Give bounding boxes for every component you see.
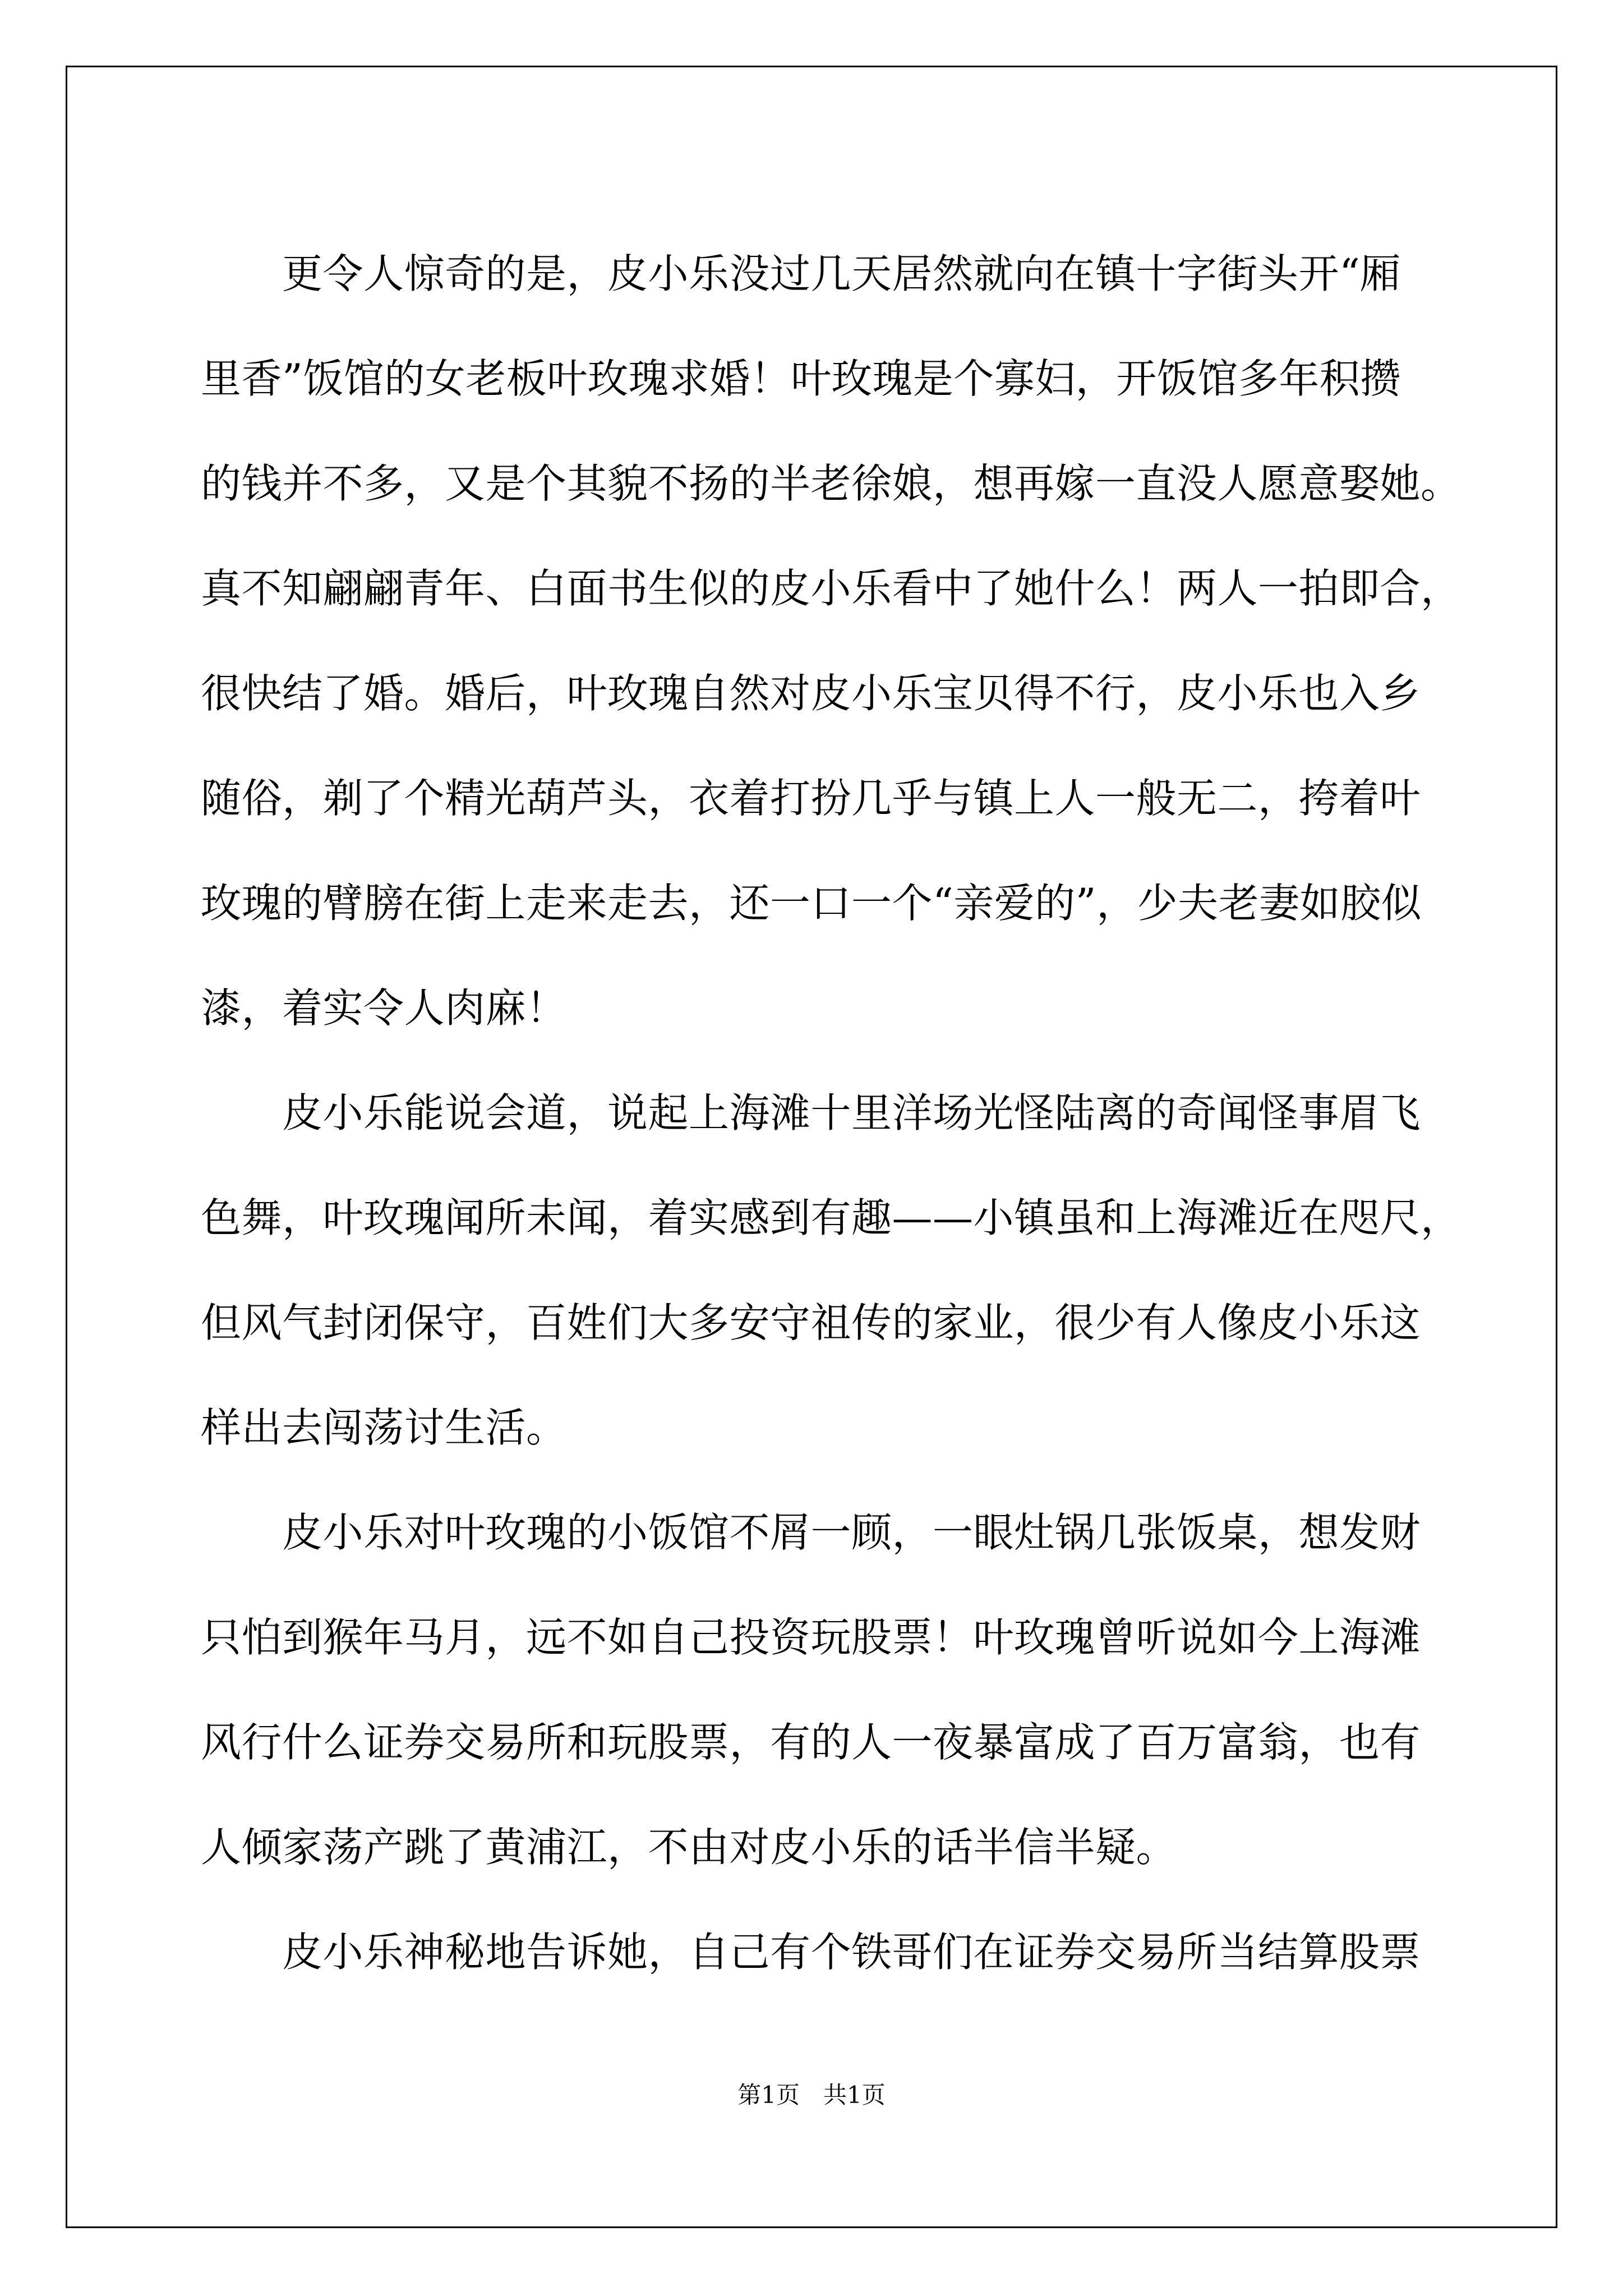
paragraph bbox=[201, 1480, 1449, 1900]
text-line: 只怕到猴年马月，远不如自己投资玩股票！叶玫瑰曾听说如今上海滩 bbox=[201, 1614, 1421, 1661]
document-body bbox=[201, 222, 1461, 2005]
text-line: 的钱并不多，又是个其貌不扬的半老徐娘，想再嫁一直没人愿意娶她。 bbox=[201, 460, 1461, 507]
text-line: 人倾家荡产跳了黄浦江，不由对皮小乐的话半信半疑。 bbox=[201, 1824, 1177, 1871]
text-line: 更令人惊奇的是，皮小乐没过几天居然就向在镇十字街头开“厢 bbox=[201, 250, 1401, 297]
paragraph bbox=[201, 1900, 1449, 2005]
paragraph bbox=[201, 222, 1461, 1061]
text-line: 漆，着实令人肉麻！ bbox=[201, 984, 567, 1032]
text-line: 随俗，剃了个精光葫芦头，衣着打扮几乎与镇上人一般无二，挎着叶 bbox=[201, 775, 1421, 822]
text-line: 但风气封闭保守，百姓们大多安守祖传的家业，很少有人像皮小乐这 bbox=[201, 1299, 1421, 1346]
paragraph bbox=[201, 1061, 1461, 1480]
text-line: 里香”饭馆的女老板叶玫瑰求婚！叶玫瑰是个寡妇，开饭馆多年积攒 bbox=[201, 355, 1401, 402]
text-line: 皮小乐对叶玫瑰的小饭馆不屑一顾，一眼灶锅几张饭桌，想发财 bbox=[201, 1509, 1421, 1556]
text-line: 皮小乐能说会道，说起上海滩十里洋场光怪陆离的奇闻怪事眉飞 bbox=[201, 1089, 1421, 1137]
text-line: 色舞，叶玫瑰闻所未闻，着实感到有趣——小镇虽和上海滩近在咫尺， bbox=[201, 1194, 1461, 1241]
text-line: 玫瑰的臂膀在街上走来走去，还一口一个“亲爱的”，少夫老妻如胶似 bbox=[201, 880, 1422, 927]
text-line: 很快结了婚。婚后，叶玫瑰自然对皮小乐宝贝得不行，皮小乐也入乡 bbox=[201, 670, 1421, 717]
page-footer: 第1页 共1页 bbox=[737, 2081, 886, 2109]
text-line: 真不知翩翩青年、白面书生似的皮小乐看中了她什么！两人一拍即合， bbox=[201, 565, 1461, 612]
text-line: 皮小乐神秘地告诉她，自己有个铁哥们在证券交易所当结算股票 bbox=[201, 1929, 1421, 1976]
text-line: 样出去闯荡讨生活。 bbox=[201, 1404, 567, 1451]
text-line: 风行什么证券交易所和玩股票，有的人一夜暴富成了百万富翁，也有 bbox=[201, 1719, 1421, 1766]
